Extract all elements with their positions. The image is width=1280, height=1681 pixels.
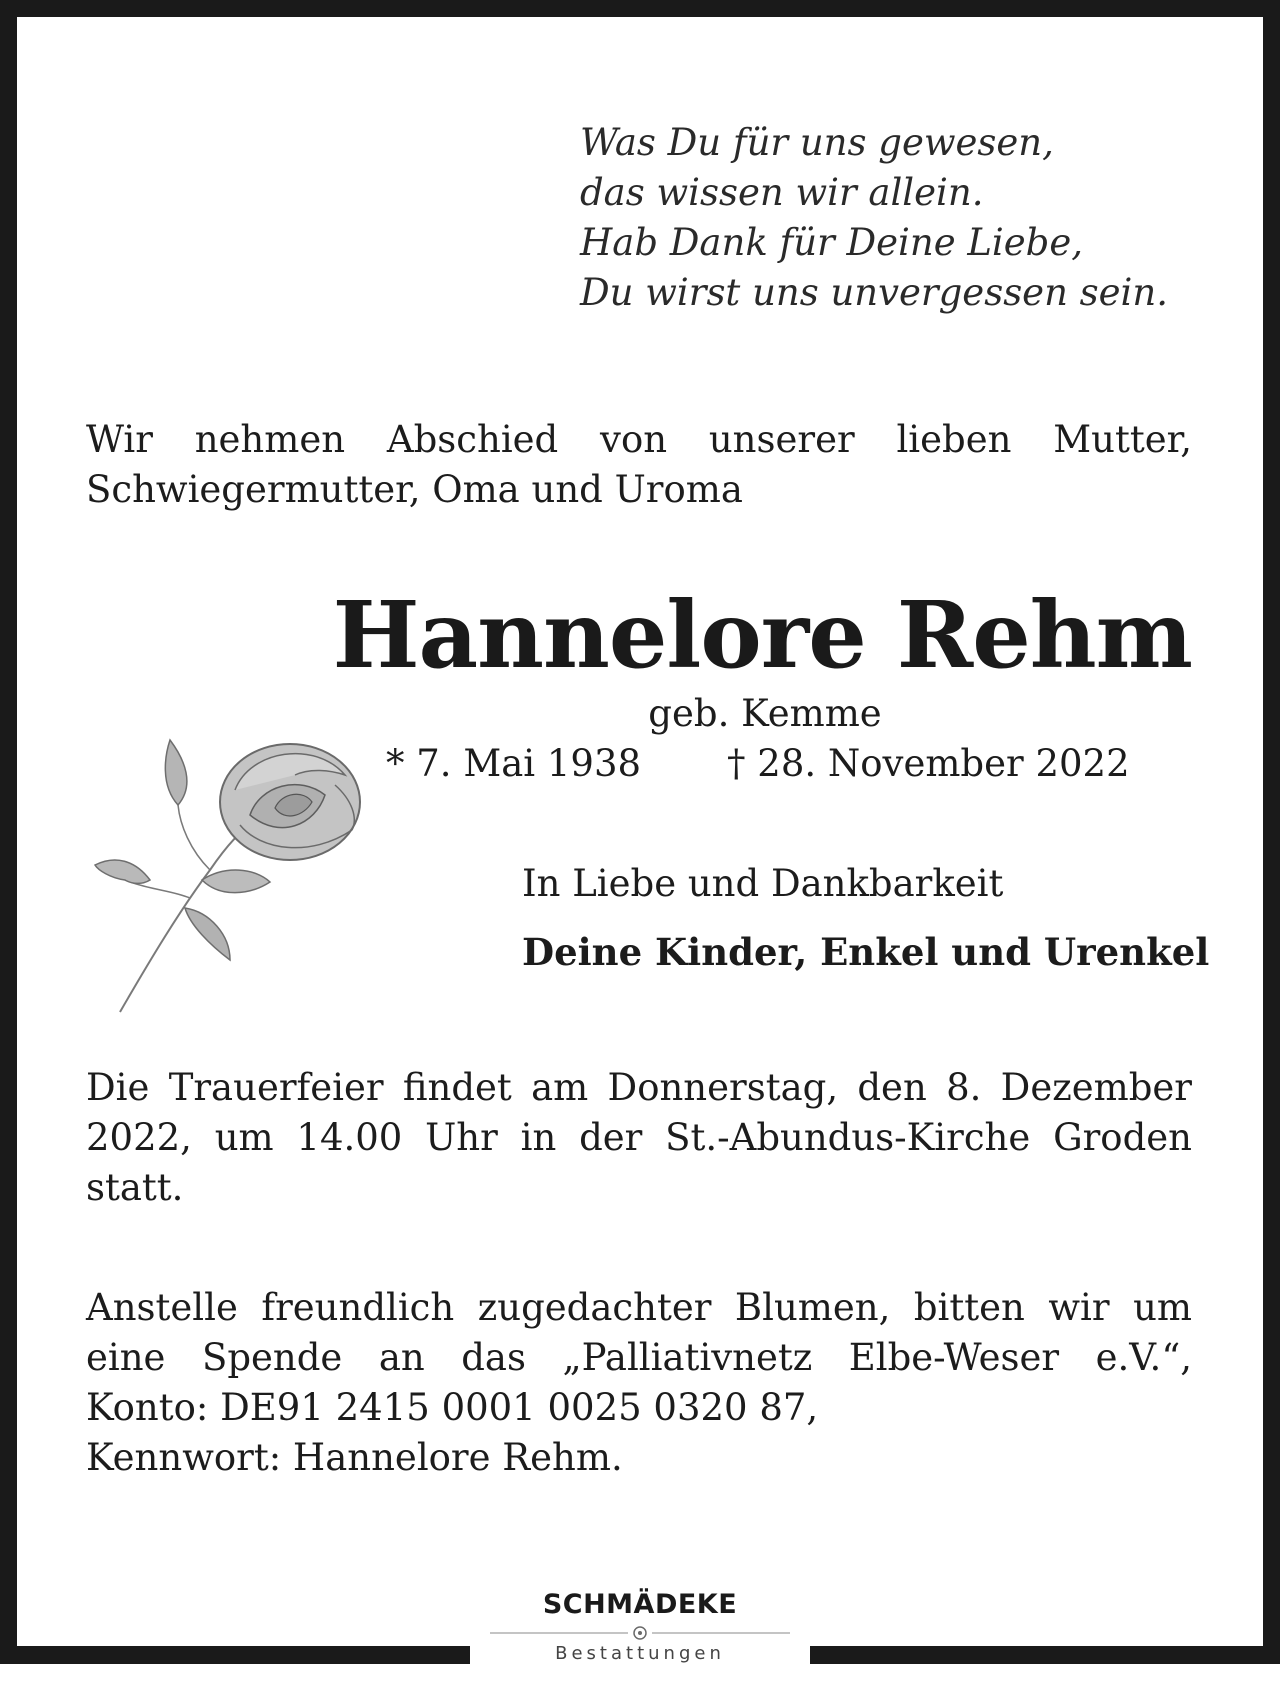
logo-divider [490, 1622, 790, 1644]
poem-line: Du wirst uns unvergessen sein. [580, 271, 1168, 314]
intro-line: Wir nehmen Abschied von unserer lieben Mutter, [86, 418, 1192, 461]
frame-top-border [0, 0, 1280, 17]
donation-line: eine Spende an das „Palliativnetz Elbe-Weser e.V.“, [86, 1336, 1192, 1379]
poem-line: Was Du für uns gewesen, [580, 121, 1054, 164]
service-line: statt. [86, 1166, 184, 1209]
life-dates [386, 742, 1130, 786]
birth-date: * 7. Mai 1938 [386, 742, 642, 785]
death-date: † 28. November 2022 [727, 742, 1130, 785]
closing-phrase: In Liebe und Dankbarkeit [522, 862, 1004, 905]
maiden-name: geb. Kemme [648, 692, 882, 735]
service-line: 2022, um 14.00 Uhr in der St.-Abundus-Kirche Groden [86, 1116, 1192, 1159]
frame-left-border [0, 0, 17, 1664]
undertaker-logo [490, 1588, 790, 1666]
donation-line: Kennwort: Hannelore Rehm. [86, 1436, 623, 1479]
donation-line: Konto: DE91 2415 0001 0025 0320 87, [86, 1386, 819, 1429]
deceased-name: Hannelore Rehm [332, 581, 1192, 689]
intro-text [86, 415, 1192, 515]
family-signature: Deine Kinder, Enkel und Urenkel [522, 930, 1210, 974]
service-line: Die Trauerfeier findet am Donnerstag, den 8. Dezember [86, 1066, 1192, 1109]
funeral-service-text [86, 1063, 1192, 1213]
intro-line: Schwiegermutter, Oma und Uroma [86, 468, 743, 511]
frame-bottom-right-border [810, 1646, 1280, 1664]
donation-line: Anstelle freundlich zugedachter Blumen, bitten wir um [86, 1286, 1192, 1329]
poem-line: das wissen wir allein. [580, 171, 984, 214]
frame-right-border [1263, 0, 1280, 1664]
rose-icon [90, 730, 380, 1020]
poem [580, 118, 1168, 318]
undertaker-name: SCHMÄDEKE [542, 1589, 738, 1620]
poem-line: Hab Dank für Deine Liebe, [580, 221, 1084, 264]
donation-text [86, 1283, 1192, 1483]
undertaker-subtitle: Bestattungen [555, 1643, 725, 1664]
frame-bottom-left-border [0, 1646, 470, 1664]
